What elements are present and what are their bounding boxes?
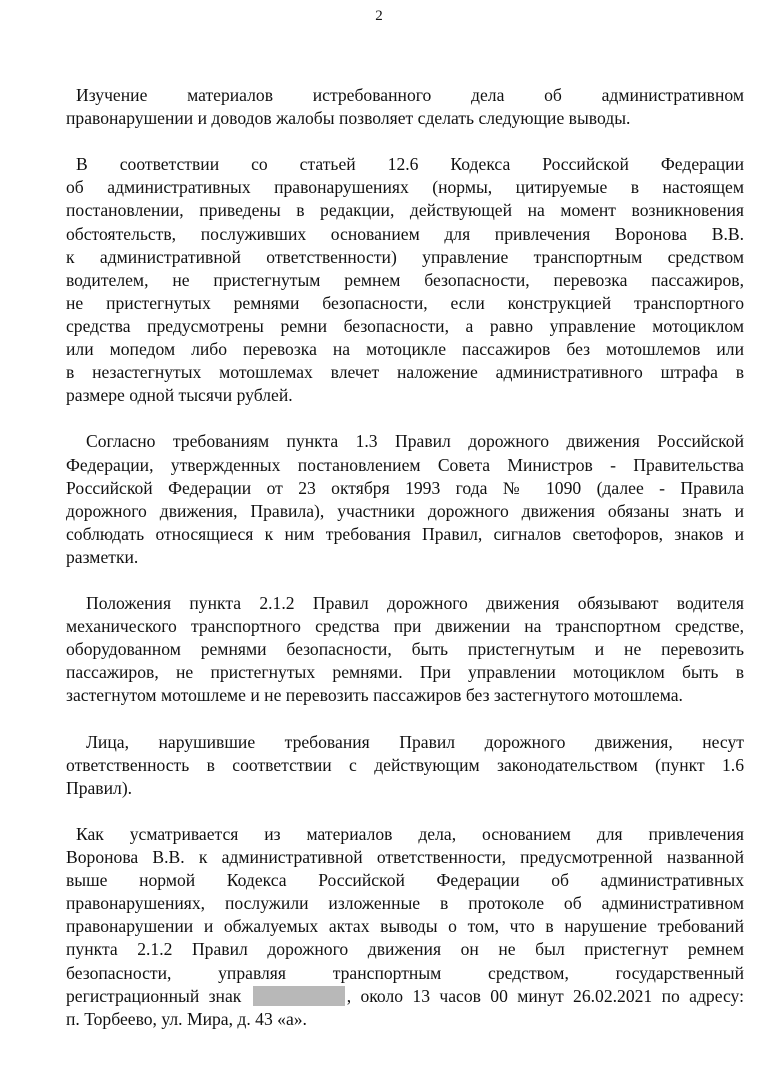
text-line: средства предусмотрены ремни безопасности, а равно управление мотоциклом: [66, 315, 744, 336]
text-line: оборудованном ремнями безопасности, быть пристегнутым и не перевозить: [66, 639, 744, 660]
text-line: Российской Федерации от 23 октября 1993 года № 1090 (далее - Правила: [66, 477, 744, 498]
text-line: правонарушении и доводов жалобы позволяет сделать следующие выводы.: [66, 108, 631, 129]
text-line: Положения пункта 2.1.2 Правил дорожного движения обязывают водителя: [86, 593, 744, 614]
text-line: или мопедом либо перевозка на мотоцикле пассажиров без мотошлемов или: [66, 339, 744, 360]
paragraph-3: [66, 430, 744, 569]
text-line: п. Торбеево, ул. Мира, д. 43 «а».: [66, 1008, 307, 1029]
text-line: постановлении, приведены в редакции, действующей на момент возникновения: [66, 200, 744, 221]
text-line: правонарушении и обжалуемых актах выводы о том, что в нарушение требований: [66, 916, 744, 937]
text-line: в незастегнутых мотошлемах влечет наложение административного штрафа в: [66, 362, 744, 383]
paragraph-6: [66, 823, 744, 1031]
registration-label: регистрационный знак: [66, 985, 242, 1006]
text-line: ответственность в соответствии с действующим законодательством (пункт 1.6: [66, 754, 744, 775]
text-line: застегнутом мотошлеме и не перевозить пассажиров без застегнутого мотошлема.: [66, 685, 683, 706]
paragraph-2: [66, 153, 744, 407]
text-line: обстоятельств, послуживших основанием для привлечения Воронова В.В.: [66, 223, 744, 244]
text-line: не пристегнутых ремнями безопасности, если конструкцией транспортного: [66, 292, 744, 313]
text-line: об административных правонарушениях (нормы, цитируемые в настоящем: [66, 177, 744, 198]
text-line: Лица, нарушившие требования Правил дорожного движения, несут: [86, 731, 744, 752]
text-line: к административной ответственности) управление транспортным средством: [66, 246, 744, 267]
paragraph-4: [66, 592, 744, 707]
text-line: Правил).: [66, 777, 133, 798]
text-line: водителем, не пристегнутым ремнем безопасности, перевозка пассажиров,: [66, 269, 744, 290]
text-line: выше нормой Кодекса Российской Федерации об административных: [66, 870, 744, 891]
text-line: пассажиров, не пристегнутых ремнями. При управлении мотоциклом быть в: [66, 662, 744, 683]
text-line: разметки.: [66, 546, 139, 567]
text-line-redacted: [66, 985, 744, 1008]
text-line: механического транспортного средства при движении на транспортном средстве,: [66, 616, 744, 637]
redacted-registration-number: [253, 986, 345, 1006]
text-line: размере одной тысячи рублей.: [66, 385, 293, 406]
text-line: Как усматривается из материалов дела, основанием для привлечения: [76, 824, 744, 844]
time-and-address: , около 13 часов 00 минут 26.02.2021 по адресу:: [346, 985, 744, 1006]
text-line: безопасности, управляя транспортным средством, государственный: [66, 962, 744, 983]
text-line: правонарушениях, послужили изложенные в протоколе об административном: [66, 893, 744, 914]
document-body: [66, 84, 744, 1054]
text-line: пункта 2.1.2 Правил дорожного движения он не был пристегнут ремнем: [66, 939, 744, 960]
text-line: соблюдать относящиеся к ним требования Правил, сигналов светофоров, знаков и: [66, 523, 744, 544]
text-line: Воронова В.В. к административной ответственности, предусмотренной названной: [66, 847, 744, 868]
page-number: 2: [375, 8, 383, 24]
paragraph-5: [66, 731, 744, 800]
text-line: В соответствии со статьей 12.6 Кодекса Российской Федерации: [76, 154, 744, 175]
paragraph-1: [66, 84, 744, 130]
text-line: дорожного движения, Правила), участники дорожного движения обязаны знать и: [66, 500, 744, 521]
text-line: Согласно требованиям пункта 1.3 Правил дорожного движения Российской: [86, 431, 744, 452]
text-line: Федерации, утвержденных постановлением Совета Министров - Правительства: [66, 454, 744, 475]
text-line: Изучение материалов истребованного дела об административном: [76, 85, 744, 105]
